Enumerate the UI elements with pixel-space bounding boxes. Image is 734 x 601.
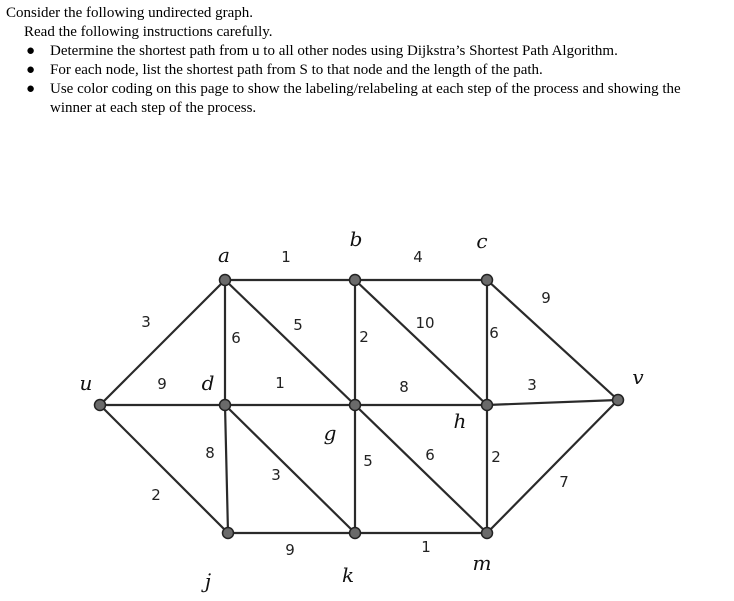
edge-g-m — [355, 405, 487, 533]
edge-weight-b-h: 10 — [415, 314, 435, 332]
node-m — [482, 528, 493, 539]
edge-weight-k-m: 1 — [421, 538, 431, 556]
bullet-icon: ● — [26, 62, 36, 78]
node-g — [350, 400, 361, 411]
edge-h-v — [487, 400, 618, 405]
bullet-icon: ● — [26, 81, 36, 97]
instruction-text: For each node, list the shortest path from S to that node and the length of the path. — [50, 62, 543, 78]
node-label-h: h — [453, 409, 467, 433]
edge-weight-h-v: 3 — [527, 376, 537, 394]
edge-weight-h-m: 2 — [491, 448, 501, 466]
edge-weight-c-v: 9 — [541, 289, 551, 307]
edge-weight-u-a: 3 — [141, 313, 151, 331]
node-label-a: a — [218, 243, 230, 267]
node-label-c: c — [476, 229, 488, 253]
edge-weight-d-j: 8 — [205, 444, 215, 462]
node-label-u: u — [79, 371, 93, 395]
edge-weight-d-g: 1 — [275, 374, 285, 392]
node-h — [482, 400, 493, 411]
edge-weight-u-j: 2 — [151, 486, 161, 504]
node-v — [613, 395, 624, 406]
node-a — [220, 275, 231, 286]
node-k — [350, 528, 361, 539]
edge-weight-g-k: 5 — [363, 452, 373, 470]
edge-weight-g-h: 8 — [399, 378, 409, 396]
node-label-m: m — [472, 551, 492, 575]
node-u — [95, 400, 106, 411]
edge-weight-a-d: 6 — [231, 329, 241, 347]
node-label-v: v — [632, 365, 644, 389]
edge-m-v — [487, 400, 618, 533]
instruction-text: Use color coding on this page to show the labeling/relabeling at each step of the process and showing the winner at each step of the process. — [50, 81, 681, 116]
edge-weight-c-h: 6 — [489, 324, 499, 342]
node-label-k: k — [341, 563, 355, 587]
intro-line: Consider the following undirected graph. — [6, 5, 254, 21]
edge-weight-a-b: 1 — [281, 248, 291, 266]
instructions-heading: Read the following instructions carefully. — [24, 24, 273, 40]
edge-d-j — [225, 405, 228, 533]
edge-weight-g-m: 6 — [425, 446, 435, 464]
edge-a-g — [225, 280, 355, 405]
edge-b-h — [355, 280, 487, 405]
edge-weight-b-g: 2 — [359, 328, 369, 346]
edge-weight-b-c: 4 — [413, 248, 423, 266]
edge-weight-m-v: 7 — [559, 473, 569, 491]
node-labels — [80, 227, 645, 593]
node-b — [350, 275, 361, 286]
graph-nodes — [95, 275, 624, 539]
node-c — [482, 275, 493, 286]
node-label-d: d — [201, 371, 215, 395]
edge-c-v — [487, 280, 618, 400]
bullet-icon: ● — [26, 43, 36, 59]
node-d — [220, 400, 231, 411]
node-label-j: j — [204, 569, 212, 593]
edge-u-j — [100, 405, 228, 533]
edge-weight-d-k: 3 — [271, 466, 281, 484]
node-label-b: b — [349, 227, 363, 251]
edge-weight-a-g: 5 — [293, 316, 303, 334]
instruction-text: Determine the shortest path from u to all other nodes using Dijkstra’s Shortest Path Algorithm. — [50, 43, 618, 59]
node-j — [223, 528, 234, 539]
node-label-g: g — [323, 421, 337, 445]
edge-weight-u-d: 9 — [157, 375, 167, 393]
edge-weight-j-k: 9 — [285, 541, 295, 559]
